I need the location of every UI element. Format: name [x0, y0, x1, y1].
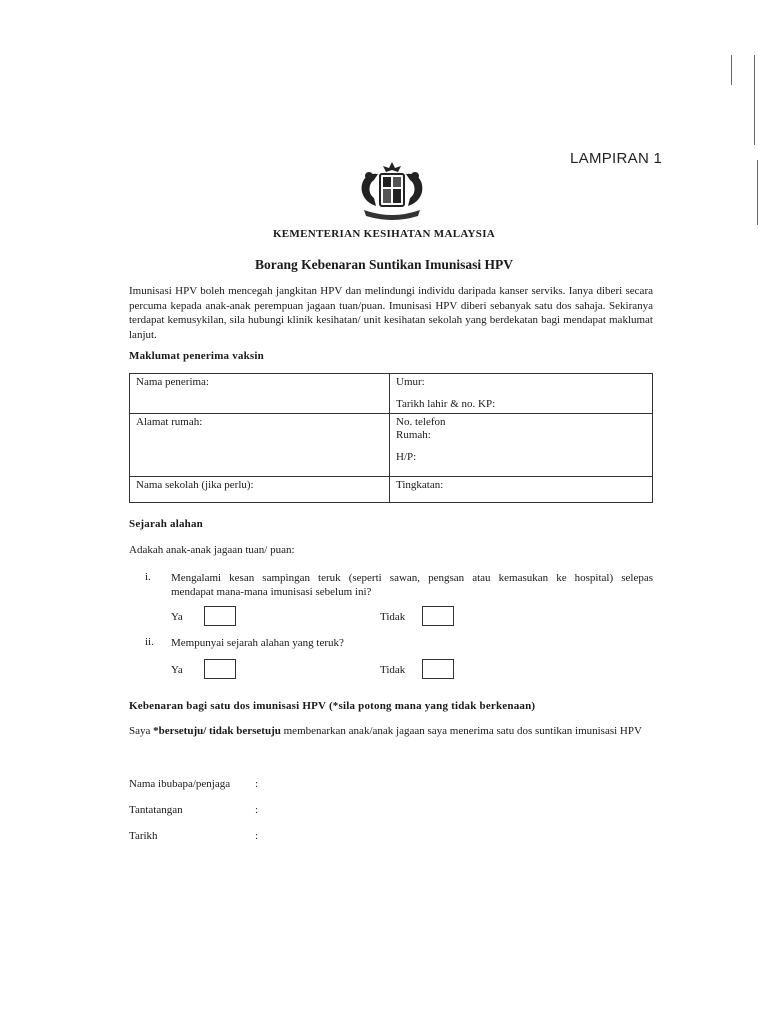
phone-cell[interactable]: [390, 414, 653, 477]
school-cell[interactable]: [130, 477, 390, 503]
allergy-item-1-line2: mendapat mana-mana imunisasi sebelum ini?: [171, 586, 372, 598]
scan-mark: [754, 55, 755, 145]
phone-label: No. telefon: [396, 416, 446, 428]
date-colon: :: [255, 830, 259, 842]
yes-label: Ya: [171, 611, 183, 623]
home-phone-label: Rumah:: [396, 429, 431, 441]
recipient-name-label: Nama penerima:: [136, 376, 209, 388]
yes-checkbox[interactable]: [204, 659, 236, 679]
recipient-name-cell[interactable]: [130, 374, 390, 414]
age-label: Umur:: [396, 376, 425, 388]
signature-colon: :: [255, 804, 259, 816]
dob-label: Tarikh lahir & no. KP:: [396, 398, 496, 410]
scan-mark: [731, 55, 732, 85]
allergy-question: Adakah anak-anak jagaan tuan/ puan:: [129, 544, 295, 556]
scan-mark: [757, 160, 758, 225]
no-label: Tidak: [380, 664, 406, 676]
signature-label: Tantatangan: [129, 804, 183, 816]
recipient-info-table: [129, 373, 653, 503]
age-dob-cell[interactable]: [390, 374, 653, 414]
item-number: ii.: [145, 636, 154, 648]
date-label: Tarikh: [129, 830, 158, 842]
signature-field[interactable]: [264, 800, 644, 820]
address-label: Alamat rumah:: [136, 416, 203, 428]
allergy-item-1: [171, 571, 653, 599]
parent-name-field[interactable]: [264, 774, 644, 794]
grade-label: Tingkatan:: [396, 479, 444, 491]
no-checkbox[interactable]: [422, 606, 454, 626]
consent-statement: [129, 724, 653, 738]
allergy-item-1-line1: Mengalami kesan sampingan teruk (seperti sawan, pengsan atau kemasukan ke hospital) selepas: [171, 572, 653, 584]
mobile-phone-label: H/P:: [396, 451, 417, 463]
no-label: Tidak: [380, 611, 406, 623]
intro-paragraph: Imunisasi HPV boleh mencegah jangkitan HPV dan melindungi individu daripada kanser serviks. Ianya diberi secara percuma kepada anak-anak perempuan jagaan tuan/puan. Imunisasi HPV diberi sebanyak satu dos sahaja. Sekiranya terdapat kemusykilan, sila hubungi klinik kesihatan/ unit kesihatan sekolah yang berdekatan bagi mendapat maklumat lanjut.: [129, 285, 653, 341]
yes-label: Ya: [171, 664, 183, 676]
yes-checkbox[interactable]: [204, 606, 236, 626]
parent-name-colon: :: [255, 778, 259, 790]
item-number: i.: [145, 571, 151, 583]
coat-of-arms-icon: [352, 160, 432, 222]
recipient-section-heading: Maklumat penerima vaksin: [129, 350, 264, 362]
consent-prefix: Saya: [129, 725, 151, 737]
no-checkbox[interactable]: [422, 659, 454, 679]
school-label: Nama sekolah (jika perlu):: [136, 479, 254, 491]
parent-name-label: Nama ibubapa/penjaga: [129, 778, 231, 790]
allergy-section-heading: Sejarah alahan: [129, 518, 204, 530]
ministry-name: KEMENTERIAN KESIHATAN MALAYSIA: [272, 228, 496, 240]
form-title: Borang Kebenaran Suntikan Imunisasi HPV: [254, 257, 514, 272]
date-field[interactable]: [264, 826, 644, 846]
grade-cell[interactable]: [390, 477, 653, 503]
consent-choice[interactable]: *bersetuju/ tidak bersetuju: [153, 725, 281, 737]
consent-suffix: membenarkan anak/anak jagaan saya menerima satu dos suntikan imunisasi HPV: [283, 725, 642, 737]
consent-section-heading: Kebenaran bagi satu dos imunisasi HPV (*sila potong mana yang tidak berkenaan): [129, 700, 536, 712]
annex-label: LAMPIRAN 1: [570, 150, 663, 167]
allergy-item-2: Mempunyai sejarah alahan yang teruk?: [171, 637, 344, 649]
address-cell[interactable]: [130, 414, 390, 477]
